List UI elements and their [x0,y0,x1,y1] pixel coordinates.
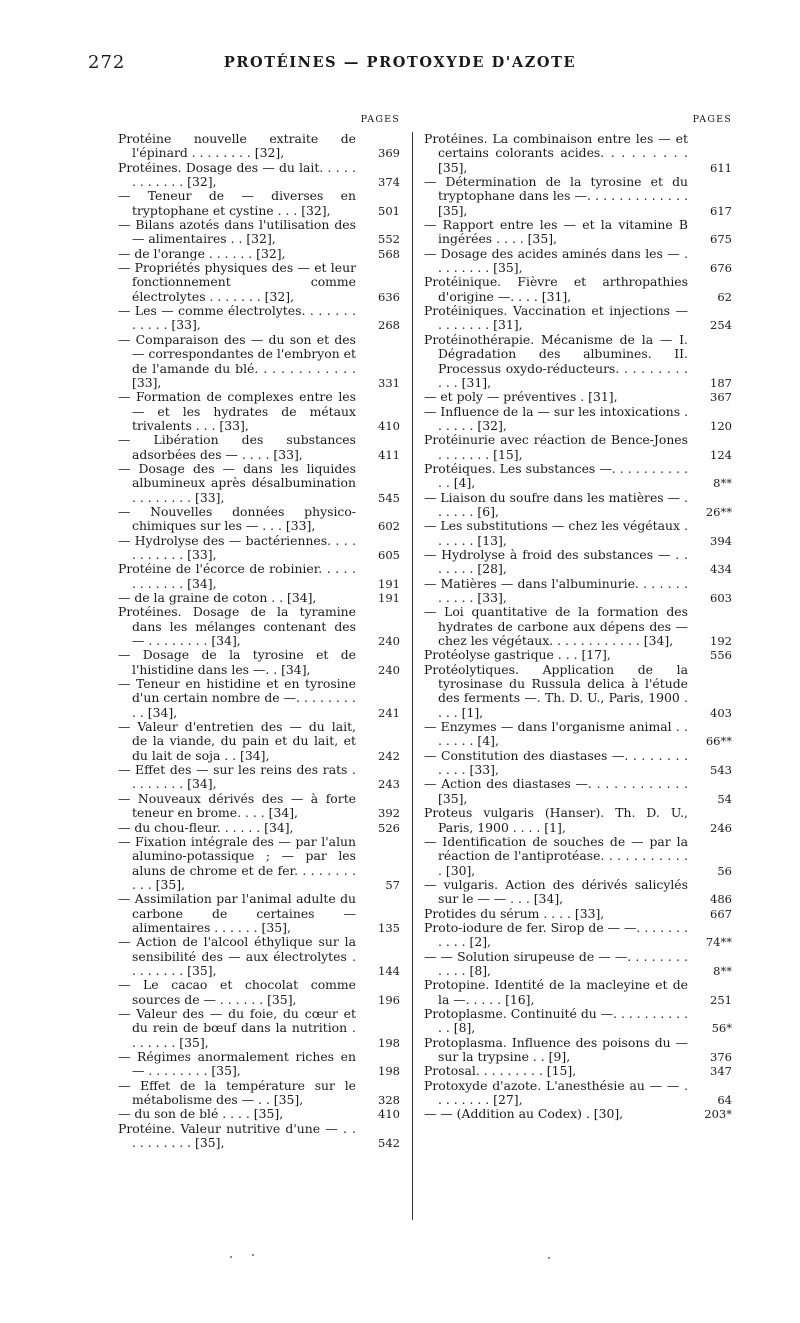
index-entry-page: 676 [710,261,732,276]
index-entry [118,677,400,720]
index-entry-page: 196 [378,992,400,1007]
index-entry-text: Protéinurie avec réaction de Bence-Jones . . . . . . . [15], [424,432,688,462]
index-entry-page: 611 [710,160,732,175]
right-column [424,114,732,1122]
index-entry-text: — — (Addition au Codex) . [30], [424,1106,624,1122]
right-pages-label: PAGES [692,114,732,125]
index-entry-page: 57 [385,877,400,892]
index-entry-text: — Le cacao et chocolat comme sources de — . . . . . . [35], [118,977,356,1007]
index-entry [118,1050,400,1079]
index-entry-page: 198 [378,1064,400,1079]
index-entry-text: — Enzymes — dans l'organisme animal . . . . . . . [4], [424,719,688,749]
column-divider [412,132,413,1220]
index-entry-page: 367 [710,390,732,405]
index-entry-page: 191 [378,591,400,605]
index-entry [424,1036,732,1065]
index-entry-page: 545 [378,490,400,505]
index-entry-page: 602 [378,519,400,534]
index-entry-page: 62 [717,289,732,304]
index-entry-text: Protoxyde d'azote. L'anesthésie au — — . . . . . . . . [27], [424,1077,688,1108]
index-entry-page: 568 [378,246,400,261]
index-entry [118,1107,400,1121]
index-entry-page: 605 [378,547,400,562]
index-entry [118,433,400,462]
index-entry [424,175,732,218]
index-entry-text: Protéiniques. Vaccination et injections — . . . . . . . [31], [424,303,688,333]
index-entry-page: 74** [705,935,732,950]
index-entry [424,907,732,921]
index-entry-page: 543 [710,763,732,778]
index-entry-page: 240 [378,662,400,677]
right-pages-heading [424,114,732,132]
index-entry-page: 191 [378,576,400,591]
index-entry-page: 54 [717,791,732,806]
index-entry [118,261,400,304]
index-entry [118,304,400,333]
index-entry-text: — Hydrolyse des — bactériennes. . . . . . . . . . . [33], [118,532,356,562]
index-entry [424,433,732,462]
index-entry-page: 242 [378,748,400,763]
index-entry-page: 410 [378,1107,400,1122]
index-entry-text: Protéine de l'écorce de robinier. . . . . . . . . . . . [34], [118,561,356,591]
index-entry-page: 254 [710,318,732,333]
index-entry-text: — Action de l'alcool éthylique sur la sensibilité des — aux électrolytes . . . . . . . . [35], [118,934,356,978]
index-entry [118,132,400,161]
index-entry-page: 347 [710,1064,732,1079]
index-entry [118,1079,400,1108]
index-entry [424,1064,732,1078]
index-entry [118,505,400,534]
index-entry-page: 411 [378,447,400,462]
index-entry-page: 192 [710,634,732,649]
index-entry [424,491,732,520]
index-entry-text: Protopine. Identité de la macleyine et de la —. . . . . [16], [424,977,688,1007]
index-entry-text: Protéines. Dosage des — du lait. . . . . . . . . . . . [32], [118,159,356,190]
index-entry-page: 26** [705,504,732,519]
index-entry-text: Protéinothérapie. Mécanisme de la — I. Dégradation des albumines. II. Processus oxydo-réducteurs. . . . . . . . . . . . [31], [424,331,688,390]
index-entry [424,749,732,778]
index-entry [424,247,732,276]
index-entry-text: — Bilans azotés dans l'utilisation des — alimentaires . . [32], [118,217,356,247]
index-entry-text: Protéine. Valeur nutritive d'une — . . . . . . . . . . [35], [118,1120,356,1151]
index-entry [118,247,400,261]
index-entry-text: — Teneur de — diverses en tryptophane et cystine . . . [32], [118,188,356,218]
index-entry-text: — Dosage de la tyrosine et de l'histidine dans les —. . [34], [118,647,356,677]
index-entry [118,835,400,892]
left-entries [118,132,400,1150]
index-entry-page: 251 [710,992,732,1007]
index-entry [424,462,732,491]
index-entry-text: — Identification de souches de — par la réaction de l'antiprotéase. . . . . . . . . . . . [30], [424,833,688,878]
index-entry-text: Proto-iodure de fer. Sirop de — —. . . . . . . . . . . [2], [424,919,688,950]
index-entry-page: 203* [704,1107,732,1122]
index-entry-text: — — Solution sirupeuse de — —. . . . . . . . . . . . [8], [424,948,688,978]
index-entry-page: 667 [710,906,732,921]
index-entry-text: Protéines. La combinaison entre les — et certains colorants acides. . . . . . . . . [35], [424,131,688,175]
index-entry-text: — Formation de complexes entre les — et les hydrates de métaux trivalents . . . [33], [118,389,356,433]
index-entry-text: — Matières — dans l'albuminurie. . . . . . . . . . . . [33], [424,575,688,605]
index-entry [424,835,732,878]
index-entry-page: 64 [717,1093,732,1108]
left-pages-label: PAGES [360,114,400,125]
index-entry-text: Protosal. . . . . . . . . [15], [424,1063,577,1079]
index-entry [424,519,732,548]
index-entry [118,935,400,978]
index-entry [424,275,732,304]
index-entry [118,978,400,1007]
index-entry-text: — Régimes anormalement riches en — . . . . . . . . [35], [118,1049,356,1079]
index-entry-text: Proteus vulgaris (Hanser). Th. D. U., Paris, 1900 . . . . [1], [424,805,688,835]
index-entry-text: — Libération des substances adsorbées des — . . . . [33], [118,432,356,462]
index-entry-text: — Nouvelles données physico-chimiques sur les — . . . [33], [118,503,356,534]
index-entry-page: 369 [378,146,400,161]
index-entry-page: 144 [378,963,400,978]
index-entry-text: — Teneur en histidine et en tyrosine d'un certain nombre de —. . . . . . . . . . [34], [118,676,356,720]
index-entry-page: 376 [710,1050,732,1064]
index-entry [118,333,400,390]
index-entry-text: Protéolyse gastrique . . . [17], [424,647,611,663]
index-entry [118,1007,400,1050]
index-entry-text: Protéine nouvelle extraite de l'épinard . . . . . . . . [32], [118,131,356,161]
left-pages-heading [118,114,400,132]
index-entry [424,390,732,404]
index-entry-page: 603 [710,591,732,605]
index-entry-text: Protéiques. Les substances —. . . . . . . . . . . . [4], [424,460,688,491]
index-entry-page: 120 [710,418,732,433]
index-entry [424,878,732,907]
index-entry [424,1107,732,1121]
index-entry-text: — de la graine de coton . . [34], [118,590,317,605]
index-entry-text: — Fixation intégrale des — par l'alun alumino-potassique ; — par les aluns de chrome et de fer. . . . . . . . . . . [35], [118,833,356,892]
index-entry-text: Protoplasme. Continuité du —. . . . . . . . . . . . [8], [424,1005,688,1036]
index-entry [118,161,400,190]
index-entry-page: 486 [710,892,732,907]
page-specks [0,1254,800,1264]
index-entry-text: — vulgaris. Action des dérivés salicylés sur le — — . . . [34], [424,876,688,907]
index-entry [424,1079,732,1108]
index-entry-page: 135 [378,920,400,935]
index-entry-page: 675 [710,232,732,247]
index-entry-page: 240 [378,634,400,649]
index-entry-page: 124 [710,447,732,462]
index-entry-page: 392 [378,806,400,821]
index-entry-text: — Les — comme électrolytes. . . . . . . . . . . . [33], [118,303,356,333]
index-entry [424,777,732,806]
index-entry-page: 243 [378,777,400,792]
index-entry [424,921,732,950]
index-entry-page: 56 [717,863,732,878]
index-entry [424,218,732,247]
page-header [0,52,800,80]
index-entry-text: Protéinique. Fièvre et arthropathies d'origine —. . . . [31], [424,274,688,304]
index-entry [424,405,732,434]
index-entry-text: — Constitution des diastases —. . . . . . . . . . . . [33], [424,747,688,778]
index-entry-page: 394 [710,533,732,548]
index-entry-text: — Dosage des acides aminés dans les — . . . . . . . . [35], [424,245,688,276]
index-entry-page: 636 [378,289,400,304]
index-entry [424,720,732,749]
index-entry-text: — Effet des — sur les reins des rats . . . . . . . . [34], [118,762,356,792]
index-entry-text: — du son de blé . . . . [35], [118,1106,284,1122]
index-entry-text: — de l'orange . . . . . . [32], [118,245,286,261]
index-entry [118,591,400,605]
index-entry-page: 526 [378,820,400,835]
index-entry [424,132,732,175]
index-entry-text: — Loi quantitative de la formation des hydrates de carbone aux dépens des — chez les végétaux. . . . . . . . . . . . [34], [424,604,688,649]
index-entry-page: 241 [378,705,400,720]
index-entry-text: — Rapport entre les — et la vitamine B ingérées . . . . [35], [424,217,688,247]
index-entry [424,950,732,979]
index-entry-page: 246 [710,820,732,835]
index-entry-text: — du chou-fleur. . . . . . [34], [118,819,294,835]
index-entry-text: — Les substitutions — chez les végétaux . . . . . . [13], [424,518,688,548]
index-entry-text: — Dosage des — dans les liquides albumineux après désalbumination . . . . . . . . [33], [118,460,356,505]
index-entry-page: 501 [378,203,400,218]
index-entry [118,462,400,505]
index-entry-text: — Effet de la température sur le métabolisme des — . . [35], [118,1077,356,1108]
index-entry-text: — Propriétés physiques des — et leur fonctionnement comme électrolytes . . . . . . . [32], [118,260,356,304]
index-entry-page: 374 [378,175,400,190]
index-entry [118,763,400,792]
index-entry [118,605,400,648]
index-entry-text: — Valeur des — du foie, du cœur et du rein de bœuf dans la nutrition . . . . . . . [35], [118,1005,356,1050]
index-entry-page: 331 [378,375,400,390]
index-entry-text: — Détermination de la tyrosine et du tryptophane dans les —. . . . . . . . . . . . . [35], [424,174,688,218]
index-entry [424,978,732,1007]
index-entry [424,806,732,835]
index-entry-page: 8** [713,476,732,491]
index-entry-page: 552 [378,232,400,247]
index-entry-text: Protoplasma. Influence des poisons du — sur la trypsine . . [9], [424,1034,688,1064]
index-entry-text: — Influence de la — sur les intoxications . . . . . . [32], [424,403,688,433]
index-entry-page: 410 [378,418,400,433]
index-entry-page: 56* [711,1021,732,1036]
index-entry [118,821,400,835]
index-entry-text: — Assimilation par l'animal adulte du carbone de certaines — alimentaires . . . . . . [35], [118,891,356,935]
index-entry [118,648,400,677]
index-entry [424,333,732,390]
index-entry [424,663,732,720]
index-entry [424,548,732,577]
page-number: 272 [88,52,126,73]
index-entry [118,189,400,218]
index-entry-text: — Liaison du soufre dans les matières — . . . . . . [6], [424,489,688,519]
index-entry [118,218,400,247]
index-entry [118,892,400,935]
running-head: PROTÉINES — PROTOXYDE D'AZOTE [223,54,577,71]
index-entry [118,534,400,563]
index-entry-text: Protéines. Dosage de la tyramine dans les mélanges contenant des — . . . . . . . . [34], [118,604,356,649]
index-entry [424,605,732,648]
index-entry [118,562,400,591]
index-entry-text: — Nouveaux dérivés des — à forte teneur en brome. . . . [34], [118,790,356,821]
index-entry-page: 328 [378,1093,400,1108]
index-entry-page: 617 [710,203,732,218]
index-entry [118,1122,400,1151]
index-entry-page: 403 [710,705,732,720]
index-entry-page: 268 [378,318,400,333]
index-entry-page: 8** [713,963,732,978]
index-entry-text: Protides du sérum . . . . [33], [424,905,605,921]
index-entry-page: 556 [710,648,732,663]
index-entry [118,792,400,821]
index-entry-text: — Comparaison des — du son et des — correspondantes de l'embryon et de l'amande du blé. . . . . . . . . . . . [33], [118,331,356,390]
index-entry [118,720,400,763]
right-entries [424,132,732,1122]
index-entry-text: — Action des diastases —. . . . . . . . . . . . [35], [424,776,688,806]
index-entry [424,1007,732,1036]
index-entry [424,648,732,662]
index-entry-page: 66** [705,734,732,749]
index-entry-text: Protéolytiques. Application de la tyrosinase du Russula delica à l'étude des ferments —. Th. D. U., Paris, 1900 . . . . [1], [424,661,688,720]
index-entry-page: 434 [710,562,732,577]
index-entry-text: — et poly — préventives . [31], [424,389,618,405]
left-column [118,114,400,1150]
index-entry-page: 542 [378,1136,400,1151]
index-entry-text: — Hydrolyse à froid des substances — . . . . . . . [28], [424,546,688,577]
index-entry [424,577,732,606]
index-entry [424,304,732,333]
index-entry [118,390,400,433]
index-entry-text: — Valeur d'entretien des — du lait, de la viande, du pain et du lait, et du lait de soja . . [34], [118,719,356,763]
index-entry-page: 198 [378,1035,400,1050]
index-entry-page: 187 [710,375,732,390]
